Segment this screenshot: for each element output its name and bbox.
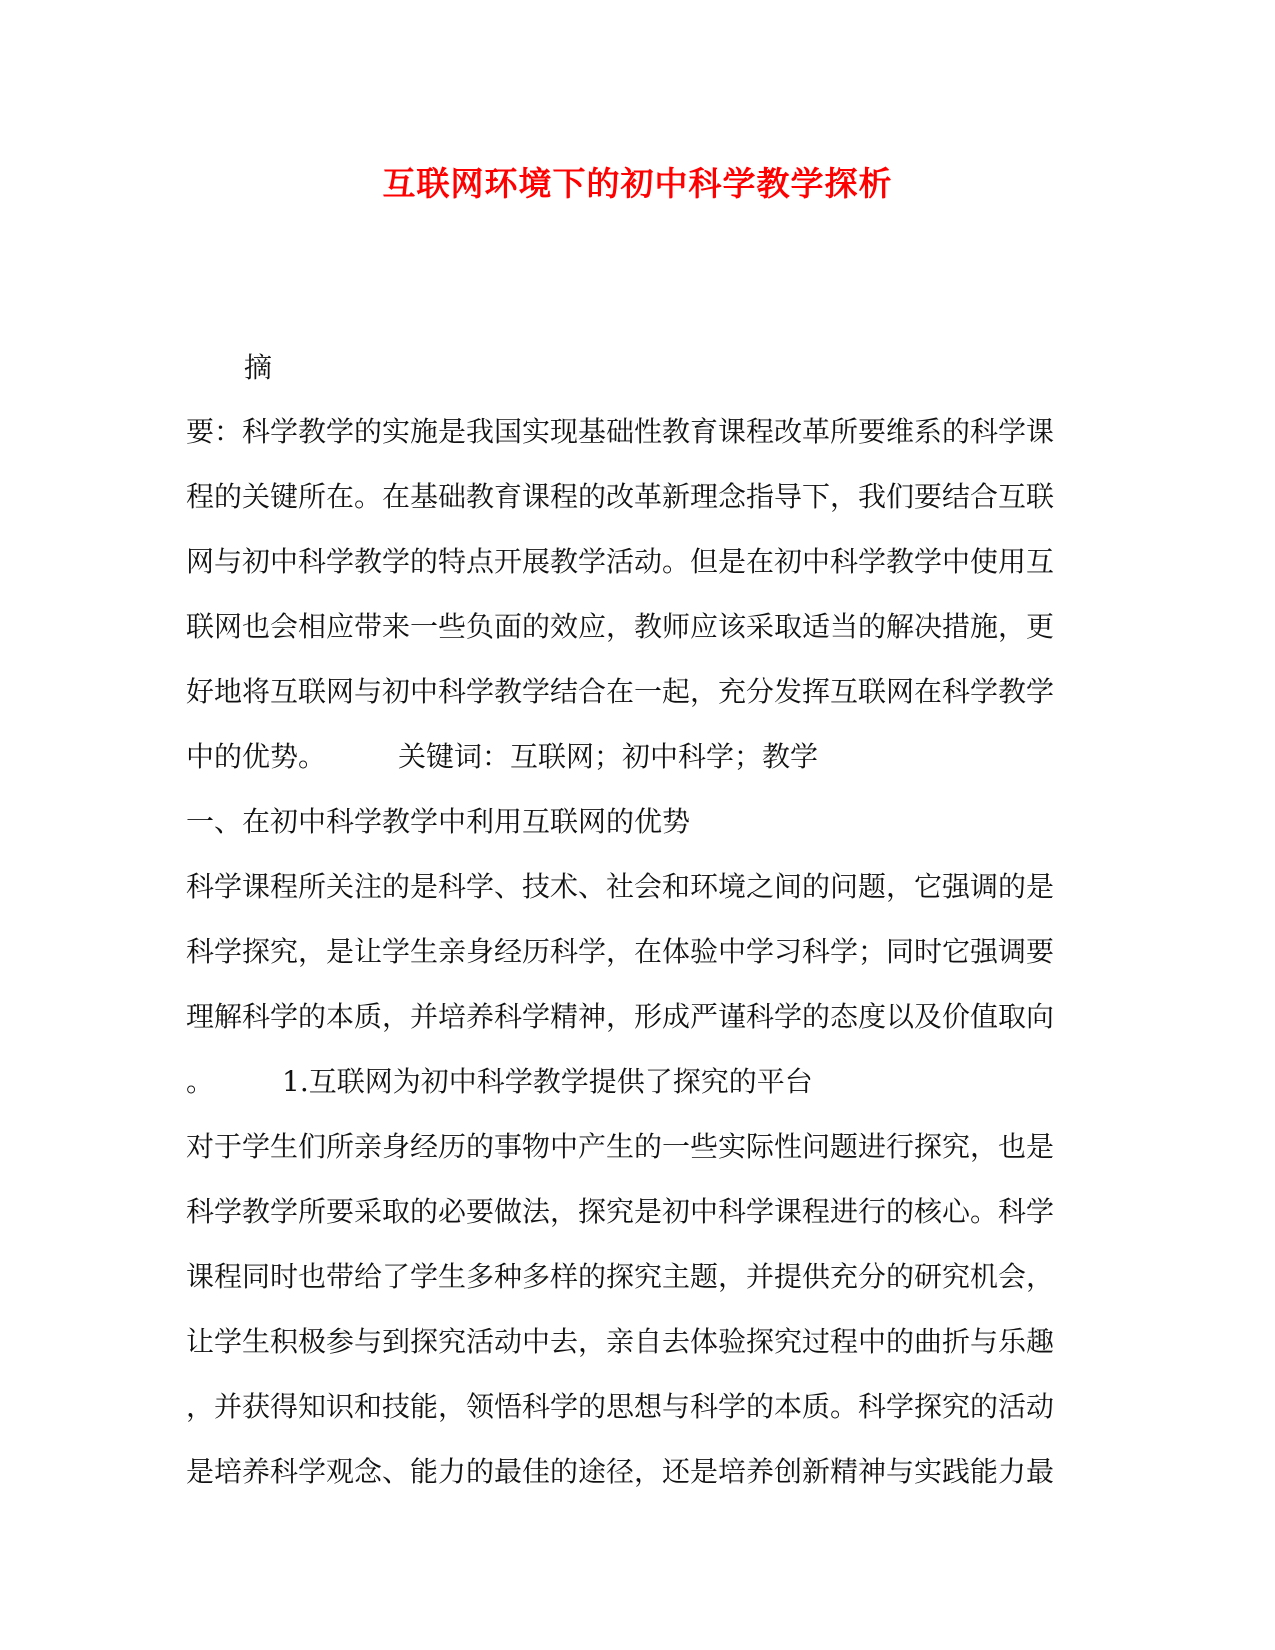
abstract-line: 要：科学教学的实施是我国实现基础性教育课程改革所要维系的科学课 xyxy=(186,415,1055,448)
abstract-label-char: 摘 xyxy=(244,351,273,384)
paragraph-line: 课程同时也带给了学生多种多样的探究主题，并提供充分的研究机会， xyxy=(186,1260,1055,1293)
keywords: 关键词：互联网；初中科学；教学 xyxy=(398,740,819,773)
document-title: 互联网环境下的初中科学教学探析 xyxy=(382,164,893,203)
abstract-line: 程的关键所在。在基础教育课程的改革新理念指导下，我们要结合互联 xyxy=(186,480,1055,513)
abstract-line: 好地将互联网与初中科学教学结合在一起，充分发挥互联网在科学教学 xyxy=(186,675,1055,708)
paragraph-line: 科学探究，是让学生亲身经历科学，在体验中学习科学；同时它强调要 xyxy=(186,935,1055,968)
paragraph-line: 让学生积极参与到探究活动中去，亲自去体验探究过程中的曲折与乐趣 xyxy=(186,1325,1055,1358)
paragraph-line: 是培养科学观念、能力的最佳的途径，还是培养创新精神与实践能力最 xyxy=(186,1455,1055,1488)
paragraph-line: 对于学生们所亲身经历的事物中产生的一些实际性问题进行探究，也是 xyxy=(186,1130,1055,1163)
paragraph-line: 科学教学所要采取的必要做法，探究是初中科学课程进行的核心。科学 xyxy=(186,1195,1055,1228)
abstract-line: 联网也会相应带来一些负面的效应，教师应该采取适当的解决措施，更 xyxy=(186,610,1055,643)
paragraph-line: ，并获得知识和技能，领悟科学的思想与科学的本质。科学探究的活动 xyxy=(186,1390,1055,1423)
subsection-heading: 1.互联网为初中科学教学提供了探究的平台 xyxy=(282,1065,813,1098)
paragraph-line: 科学课程所关注的是科学、技术、社会和环境之间的问题，它强调的是 xyxy=(186,870,1055,903)
subsection-line xyxy=(186,1062,1086,1102)
abstract-end-line xyxy=(186,737,1086,777)
abstract-end-text: 中的优势。 xyxy=(186,740,327,773)
paragraph-line: 理解科学的本质，并培养科学精神，形成严谨科学的态度以及价值取向 xyxy=(186,1000,1055,1033)
section-heading: 一、在初中科学教学中利用互联网的优势 xyxy=(186,805,691,838)
abstract-line: 网与初中科学教学的特点开展教学活动。但是在初中科学教学中使用互 xyxy=(186,545,1055,578)
section-end-punct: 。 xyxy=(186,1065,215,1098)
